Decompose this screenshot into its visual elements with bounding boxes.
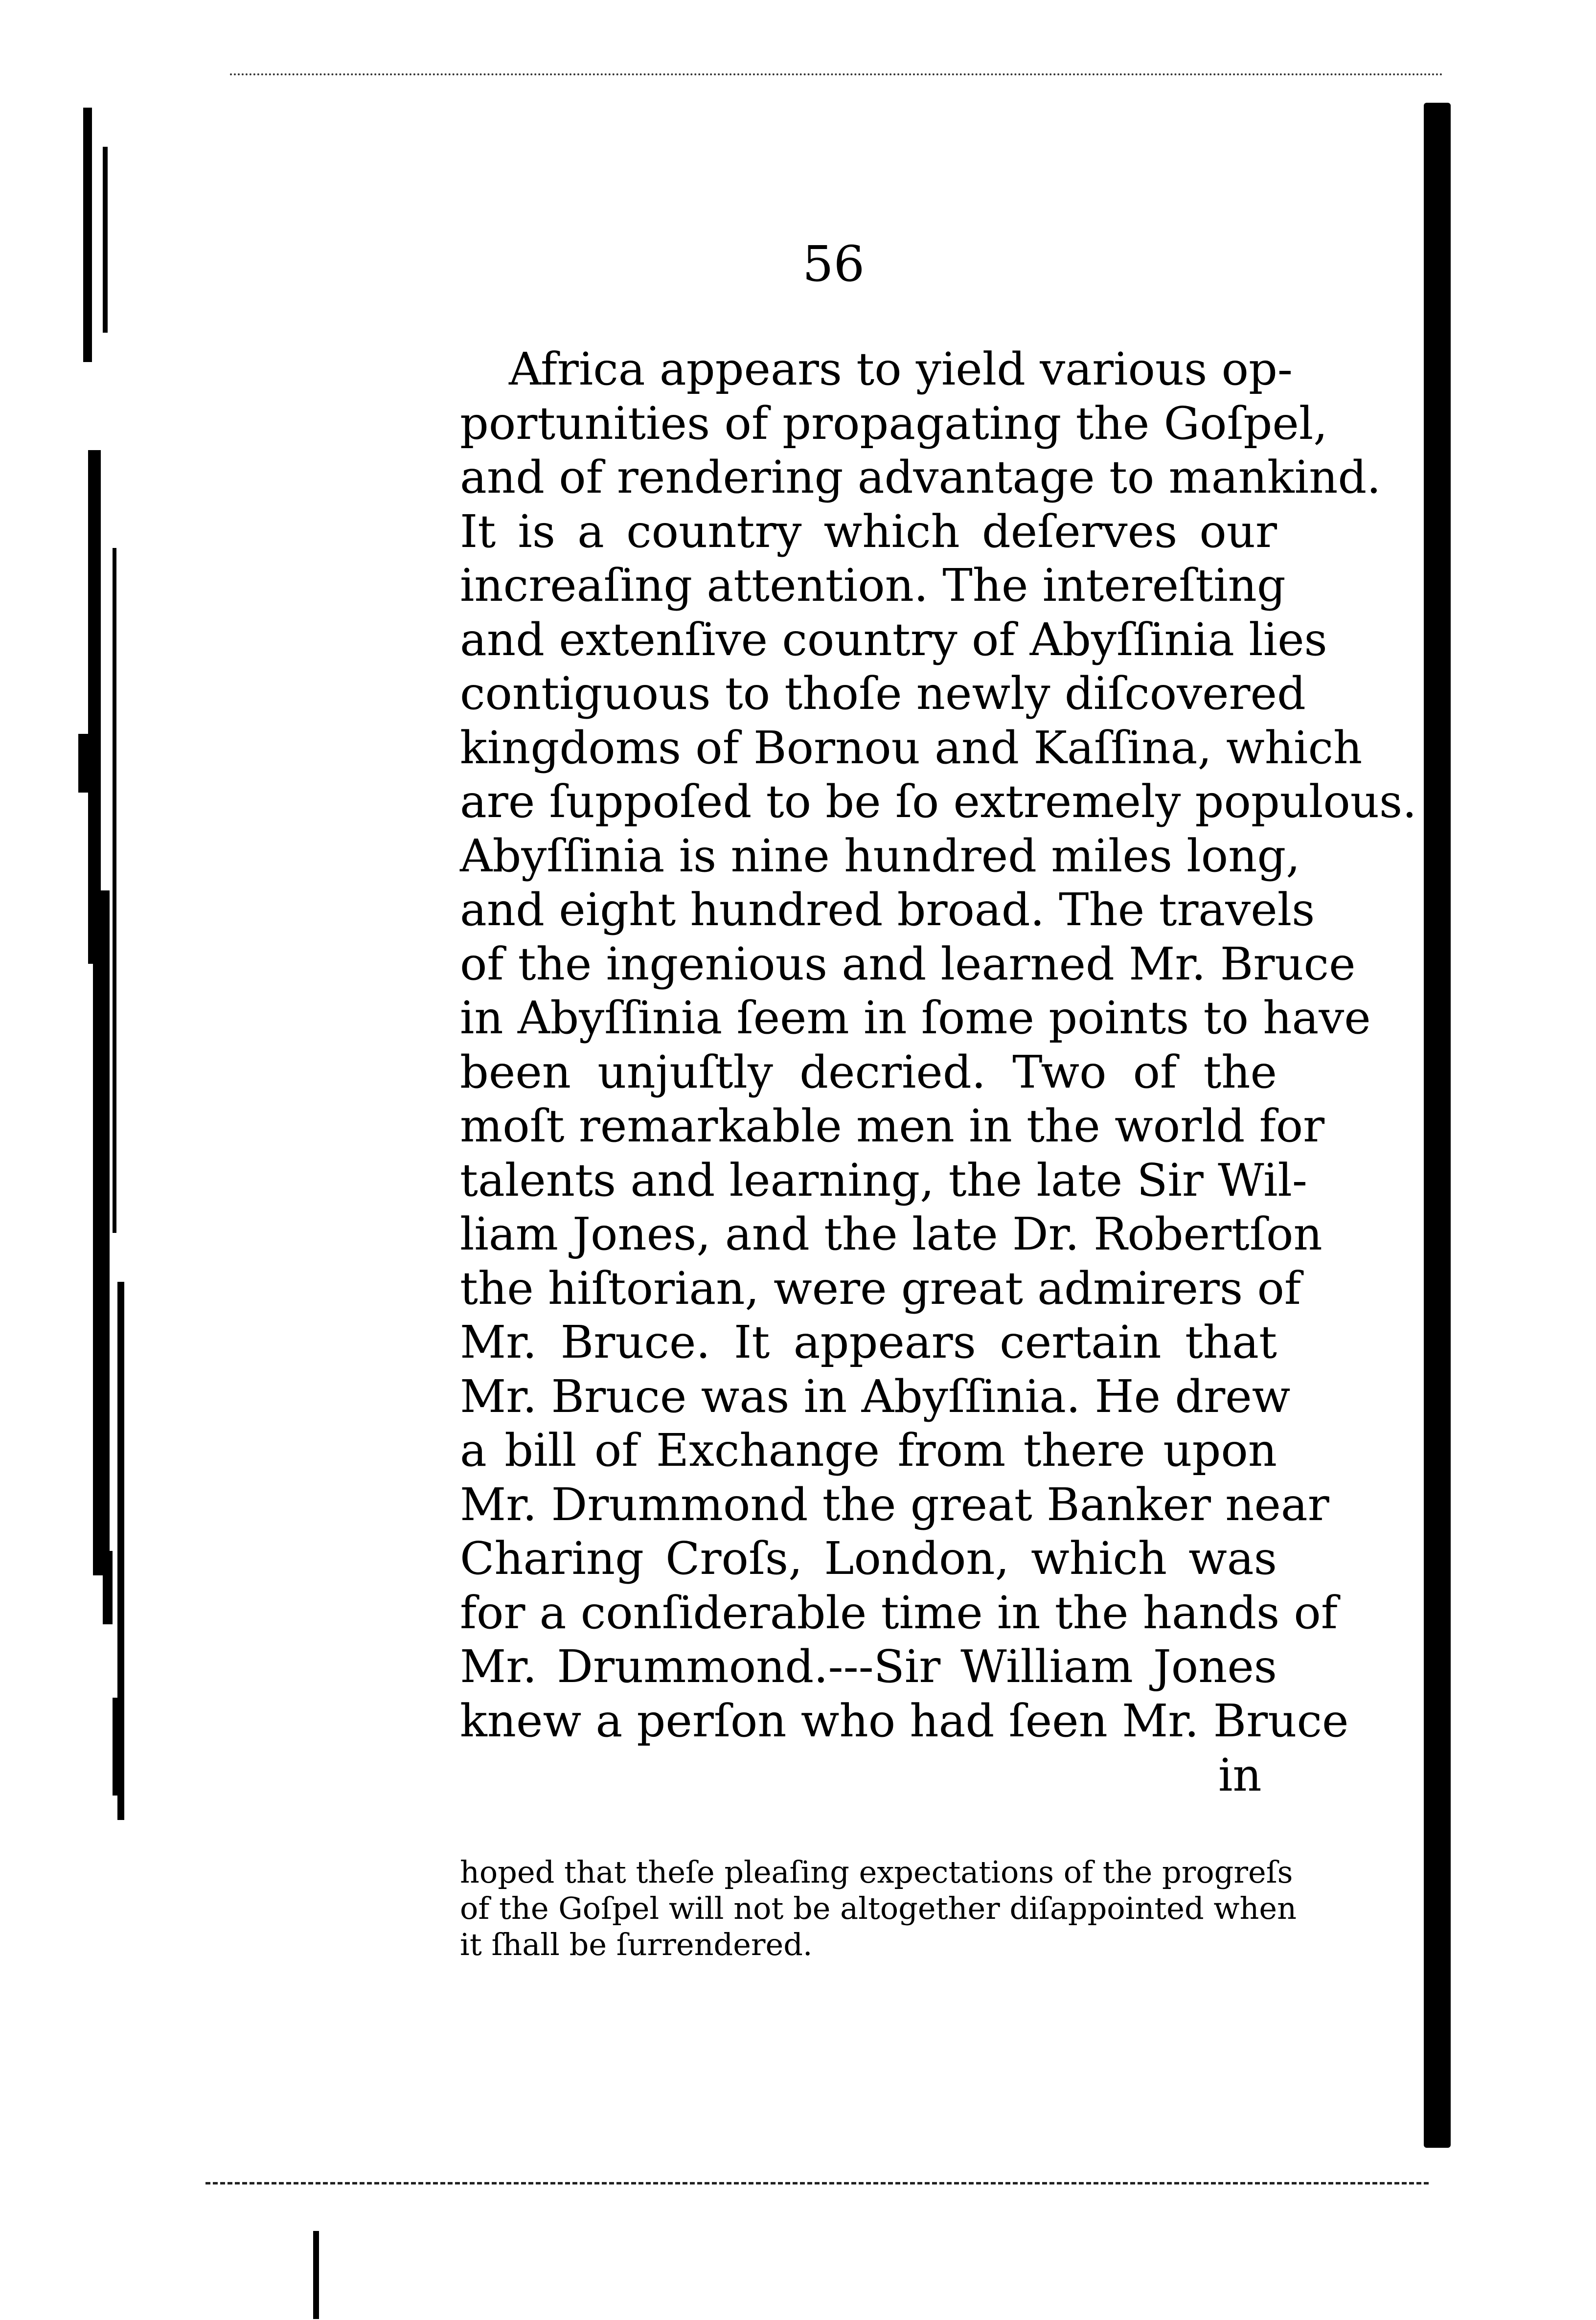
scan-top-edge xyxy=(230,73,1443,78)
body-line: of the ingenious and learned Mr. Bruce xyxy=(460,937,1356,990)
body-line: in Abyſſinia ſeem in ſome points to have xyxy=(460,992,1371,1044)
body-line: been unjuſtly decried. Two of the xyxy=(460,1046,1277,1098)
body-line: It is a country which deſerves our xyxy=(460,505,1277,558)
body-line: Mr. Drummond.---Sir William Jones xyxy=(460,1640,1277,1693)
body-line: and eight hundred broad. The travels xyxy=(460,884,1315,936)
body-line: and of rendering advantage to mankind. xyxy=(460,451,1381,503)
body-line: Charing Croſs, London, which was xyxy=(460,1532,1277,1585)
body-line: for a conſiderable time in the hands of xyxy=(460,1586,1338,1639)
body-line: and extenſive country of Abyſſinia lies xyxy=(460,613,1327,666)
body-line: knew a perſon who had ſeen Mr. Bruce xyxy=(460,1694,1349,1747)
footnote-line: hoped that theſe pleaſing expectations of the progreſs xyxy=(460,1854,1293,1890)
body-line: portunities of propagating the Goſpel, xyxy=(460,397,1328,450)
body-text xyxy=(460,342,1417,1748)
body-line: Abyſſinia is nine hundred miles long, xyxy=(460,829,1300,882)
body-line: Mr. Drummond the great Banker near xyxy=(460,1478,1329,1531)
body-line: liam Jones, and the late Dr. Robertſon xyxy=(460,1208,1322,1260)
body-line: kingdoms of Bornou and Kaſſina, which xyxy=(460,721,1363,774)
body-line: increaſing attention. The intereſting xyxy=(460,559,1286,612)
body-line: Mr. Bruce was in Abyſſinia. He drew xyxy=(460,1370,1291,1423)
scan-right-edge xyxy=(1424,103,1451,2148)
body-line: moſt remarkable men in the world for xyxy=(460,1100,1325,1152)
body-line: talents and learning, the late Sir Wil- xyxy=(460,1154,1308,1206)
footnote-line: it ſhall be ſurrendered. xyxy=(460,1927,813,1962)
footnote-line: of the Goſpel will not be altogether diſappointed when xyxy=(460,1890,1297,1926)
footnote xyxy=(460,1854,1297,1963)
page-number: 56 xyxy=(802,235,865,293)
scan-bottom-tick xyxy=(313,2231,319,2319)
body-line: Africa appears to yield various op- xyxy=(509,343,1293,395)
scan-binding-edge xyxy=(73,108,147,1820)
body-line: Mr. Bruce. It appears certain that xyxy=(460,1316,1277,1368)
body-line: are ſuppoſed to be ſo extremely populous. xyxy=(460,775,1417,828)
body-line: a bill of Exchange from there upon xyxy=(460,1424,1277,1477)
scan-bottom-edge xyxy=(205,2182,1429,2187)
body-line: the hiſtorian, were great admirers of xyxy=(460,1262,1301,1315)
body-line: contiguous to thoſe newly diſcovered xyxy=(460,667,1306,720)
catchword: in xyxy=(1218,1749,1262,1801)
